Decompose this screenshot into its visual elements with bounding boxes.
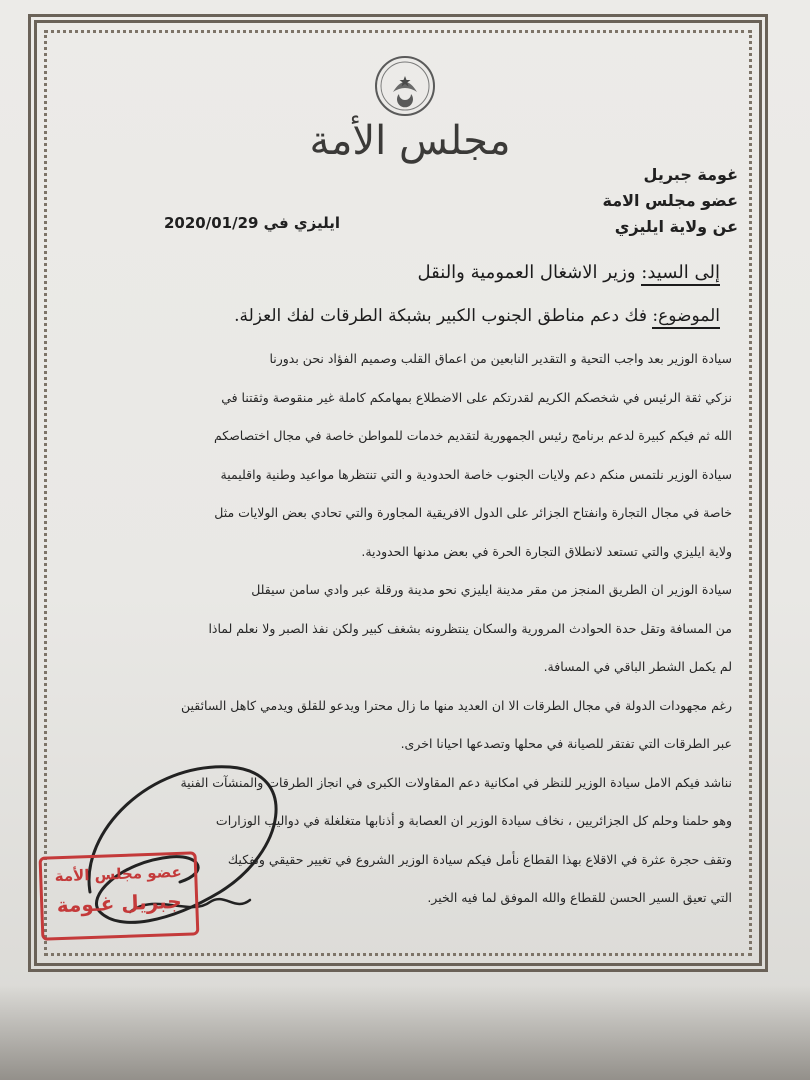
subject-value: فك دعم مناطق الجنوب الكبير بشبكة الطرقات لفك العزلة. — [234, 306, 647, 326]
recipient-line — [180, 262, 720, 283]
official-stamp — [39, 851, 202, 943]
institution-title: مجلس الأمة — [309, 118, 511, 164]
date-value: 2020/01/29 — [163, 214, 259, 232]
body-line: التي تعيق السير الحسن للقطاع والله الموفق لما فيه الخير. — [427, 890, 732, 905]
sender-province: عن ولاية ايليزي — [614, 217, 738, 236]
sender-title: عضو مجلس الامة — [602, 191, 738, 210]
body-line: عبر الطرقات التي تفتقر للصيانة في محلها وتصدعها احيانا اخرى. — [400, 736, 732, 751]
body-line: ولاية ايليزي والتي تستعد لانطلاق التجارة الحرة في بعض مدنها الحدودية. — [361, 543, 732, 559]
sender-block — [478, 162, 738, 240]
body-line: سيادة الوزير ان الطريق المنجز من مقر مدينة ايليزي نحو مدينة ورقلة عبر وادي سامن سيقلل — [251, 582, 732, 597]
body-line: سيادة الوزير نلتمس منكم دعم ولايات الجنوب خاصة الحدودية و التي تنتظرها مواعيد وطنية واقليمية — [220, 466, 732, 482]
body-line: نناشد فيكم الامل سيادة الوزير للنظر في امكانية دعم المقاولات الكبرى في انجاز الطرقات والمنشآت الفنية — [180, 774, 732, 790]
stamp-title: عضو مجلس الأمة — [54, 862, 182, 886]
body-line: رغم مجهودات الدولة في مجال الطرقات الا ان العديد منها ما زال محترا ويدعو للقلق ويدمي كاهل السائقين — [180, 697, 732, 713]
paper-shadow — [0, 985, 810, 1080]
subject-label: الموضوع: — [652, 306, 720, 329]
body-line: نزكي ثقة الرئيس في شخصكم الكريم لقدرتكم على الاضطلاع بمهامكم كاملة غير منقوصة وثقتنا في — [221, 389, 732, 405]
body-line: وهو حلمنا وحلم كل الجزائريين ، نخاف سيادة الوزير ان العصابة و أذنابها متغلغلة في دواليب الوزارات — [215, 813, 732, 828]
body-line: لم يكمل الشطر الباقي في المسافة. — [543, 659, 732, 674]
place-date — [140, 214, 340, 232]
national-emblem-icon — [373, 54, 437, 118]
stamp-name: جبريل غـومة — [56, 888, 183, 918]
body-line: خاصة في مجال التجارة وانفتاح الجزائر على الدول الافريقية المجاورة والتي تحادي بعض الولايات مثل — [214, 505, 732, 520]
recipient-value: وزير الاشغال العمومية والنقل — [417, 262, 636, 283]
stamp-frame — [39, 851, 200, 940]
sender-name: غومة جبريل — [643, 165, 738, 184]
recipient-label: إلى السيد: — [641, 262, 720, 286]
body-line: سيادة الوزير بعد واجب التحية و التقدير النابعين من اعماق القلب وصميم الفؤاد نحن بدورنا — [269, 351, 732, 366]
body-line: الله ثم فيكم كبيرة لدعم برنامج رئيس الجمهورية لتقديم خدمات للمواطن خاصة في مجال اختصاصكم — [213, 428, 732, 443]
place-label: ايليزي في — [263, 214, 340, 232]
subject-line — [100, 306, 720, 326]
body-line: وتقف حجرة عثرة في الاقلاع بهذا القطاع نأمل فيكم سيادة الوزير الشروع في تغيير حقيقي وتفكيك — [227, 851, 732, 867]
body-line: من المسافة وتقل حدة الحوادث المرورية والسكان ينتظرونه بشغف كبير ولكن نفذ الصبر ولا نعلم لماذا — [208, 620, 732, 636]
